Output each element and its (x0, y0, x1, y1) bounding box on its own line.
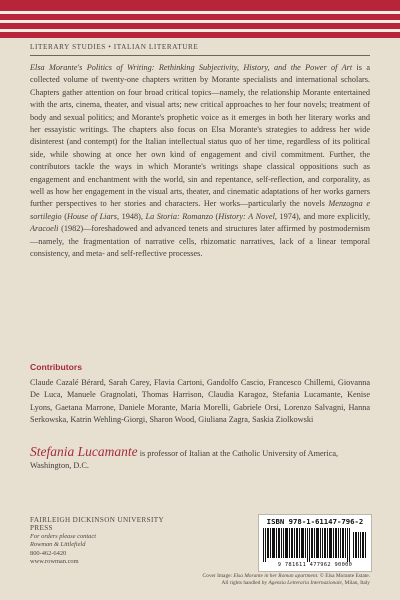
barcode-digits: 9 781611 477962 90000 (277, 562, 353, 568)
publisher-name: FAIRLEIGH DICKINSON UNIVERSITY PRESS (30, 516, 164, 533)
divider (30, 55, 370, 56)
barcode-bars (263, 528, 367, 562)
editor-name: Stefania Lucamante (30, 444, 138, 459)
series-label: LITERARY STUDIES • ITALIAN LITERATURE (30, 43, 199, 51)
novel-title: Menzogna e sortilegio (30, 199, 370, 221)
header-stripe (0, 20, 400, 23)
phone: 800-462-6420 (30, 549, 67, 557)
publisher-info: FAIRLEIGH DICKINSON UNIVERSITY PRESS For orders please contact Rowman & Littlefield 800-462-6420 www.rowman.com (30, 516, 180, 566)
isbn: ISBN 978-1-61147-796-2 (266, 517, 364, 526)
cover-credit: Cover Image: Elsa Morante in her Roman apartment. © Elsa Morante Estate. All rights handled by Agenzia Letteraria Internazionale, Milan, Italy (202, 573, 370, 586)
header-stripe (0, 11, 400, 14)
barcode (258, 514, 372, 572)
contributors-list: Claude Cazalé Bérard, Sarah Carey, Flavia Cartoni, Gandolfo Cascio, Francesco Chillemi, Giovanna De Luca, Manuele Gragnolati, Thomas Harrison, Claudia Karagoz, Stefania Lucamante, Kenise Lyons, Gaetana Marrone, Daniele Morante, Maria Morelli, Gabriele Orsi, Lorenzo Salvagni, Hanna Serkowska, Katrin Wehling-Giorgi, Sharon Wood, Giuliana Zagra, Saskia Ziolkowski (30, 378, 370, 425)
header-band (0, 0, 400, 38)
distributor: Rowman & Littlefield (30, 541, 86, 549)
editor-bio: Stefania Lucamante is professor of Italian at the Catholic University of America, Washington, D.C. (30, 444, 339, 471)
novel-title: Aracoeli (30, 224, 59, 234)
header-stripe (0, 29, 400, 32)
novel-title: La Storia: Romanzo (145, 211, 213, 221)
website-link[interactable]: www.rowman.com (30, 558, 79, 566)
contributors-heading: Contributors (30, 362, 83, 372)
book-description: Elsa Morante's Politics of Writing: Rethinking Subjectivity, History, and the Power of Art is a collected volume of twenty-one chapters written by Morante specialists and international scholars. Chapters gather attention on four broad critical topics—namely, the relationship Morante entertained with the arts, cinema, theater, and visual arts; new critical approaches to her four novels; treatment of body and sexual politics; and Morante's prophetic voice as it emerges in both her literary works and her essayistic writings. The chapters also focus on Elsa Morante's strategies to address her wide disinterest (and contempt) for the Italian intellectual status quo of her time, regardless of its political side, while showing at once her own kind of engagement and civil commitment. Further, the contributors tackle the ways in which Morante's writings shape classical oppositions such as engagement and enchantment with the world, sin and repentance, self-reflection, and corporality, as well as how her engagement in the visual arts, theater, and cinematic adaptations of her works garners further perspectives to her stories and characters. Her works—particularly the novels Menzogna e sortilegio (House of Liars, 1948), La Storia: Romanzo (History: A Novel, 1974), and more explicitly, Aracoeli (1982)—foreshadowed and advanced tenets and structures later affirmed by postmodernism—namely, the fragmentation of narrative cells, rhizomatic narratives, lack of a linear temporal consistency, and meta- and self-reflective processes. (30, 63, 371, 259)
book-title: Elsa Morante's Politics of Writing: Rethinking Subjectivity, History, and the Power of Art (30, 63, 353, 72)
